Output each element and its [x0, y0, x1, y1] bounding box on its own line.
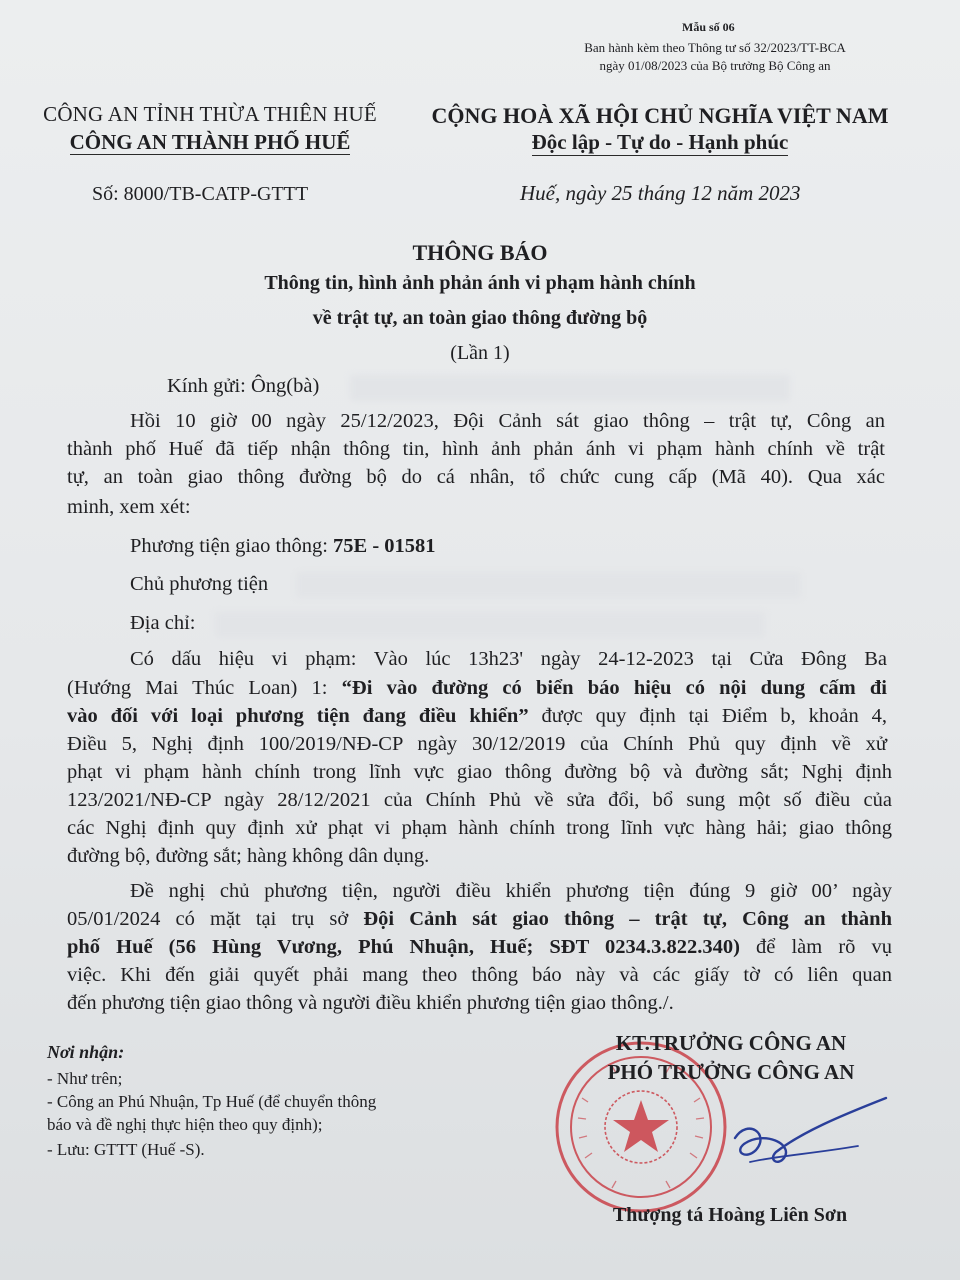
paragraph-1-line-3: tự, an toàn giao thông đường bộ do cá nhân, tổ chức cung cấp (Mã 40). Qua xác: [67, 466, 885, 488]
violation-line-8: đường bộ, đường sắt; hàng không dân dụng.: [67, 845, 430, 867]
paragraph-1-line-1: Hồi 10 giờ 00 ngày 25/12/2023, Đội Cảnh sát giao thông – trật tự, Công an: [130, 410, 885, 432]
violation-line-3: [67, 705, 887, 728]
recipients-heading: Nơi nhận:: [47, 1042, 125, 1062]
violation-location: (Hướng Mai Thúc Loan) 1:: [67, 677, 342, 699]
redacted-recipient-name: [350, 375, 790, 401]
violation-description-part-1: “Đi vào đường có biển báo hiệu có nội dung cấm đi: [341, 677, 888, 699]
violation-description-part-2: vào đối với loại phương tiện đang điều khiển”: [67, 705, 529, 727]
request-line-2: [67, 908, 892, 931]
request-line-1: Đề nghị chủ phương tiện, người điều khiển phương tiện đúng 9 giờ 00’ ngày: [130, 880, 892, 902]
nation-title: CỘNG HOÀ XÃ HỘI CHỦ NGHĨA VIỆT NAM: [431, 103, 889, 128]
request-date: 05/01/2024 có mặt tại trụ sở: [67, 908, 364, 930]
document-number: Số: 8000/TB-CATP-GTTT: [92, 183, 309, 205]
form-number: Mẫu số 06: [682, 20, 735, 34]
vehicle-label: Phương tiện giao thông:: [130, 535, 334, 557]
issuing-org-line-2: [20, 130, 400, 155]
recipient-line-3: báo và đề nghị thực hiện theo quy định);: [47, 1115, 323, 1134]
violation-line-4: Điều 5, Nghị định 100/2019/NĐ-CP ngày 30/12/2019 của Chính Phủ quy định về xử: [67, 733, 887, 755]
nation-motto-text: Độc lập - Tự do - Hạnh phúc: [531, 130, 789, 154]
request-office: Đội Cảnh sát giao thông – trật tự, Công an thành: [363, 908, 892, 930]
form-issued-line-1: Ban hành kèm theo Thông tư số 32/2023/TT-BCA: [584, 40, 846, 55]
violation-line-7: các Nghị định quy định xử phạt vi phạm hành chính trong lĩnh vực hàng hải; giao thông: [67, 817, 892, 839]
signature-title-line-2: PHÓ TRƯỞNG CÔNG AN: [607, 1060, 855, 1084]
request-address: phố Huế (56 Hùng Vương, Phú Nhuận, Huế; SĐT 0234.3.822.340): [67, 936, 740, 958]
signature-title-line-1: KT.TRƯỞNG CÔNG AN: [615, 1031, 847, 1055]
document-subtitle-1: Thông tin, hình ảnh phản ánh vi phạm hành chính: [264, 272, 696, 294]
violation-line-5: phạt vi phạm hành chính trong lĩnh vực giao thông đường bộ và đường sắt; Nghị định: [67, 761, 892, 783]
vehicle-line: [130, 535, 436, 558]
nation-motto: [410, 130, 910, 155]
place-date: Huế, ngày 25 tháng 12 năm 2023: [520, 181, 801, 205]
recipient-line-2: - Công an Phú Nhuận, Tp Huế (để chuyển thông: [47, 1092, 377, 1111]
issuing-org-name: CÔNG AN THÀNH PHỐ HUẾ: [69, 130, 351, 154]
document-subtitle-2: về trật tự, an toàn giao thông đường bộ: [312, 307, 648, 329]
attempt-number: (Lần 1): [450, 342, 510, 364]
violation-line-2: [67, 677, 887, 700]
address-label: Địa chỉ:: [130, 612, 196, 634]
issuing-org-line-1: CÔNG AN TỈNH THỪA THIÊN HUẾ: [43, 102, 377, 126]
request-line-4: việc. Khi đến giải quyết phải mang theo thông báo này và các giấy tờ có liên quan: [67, 964, 892, 986]
document-title: THÔNG BÁO: [412, 240, 548, 265]
vehicle-plate: 75E - 01581: [333, 535, 436, 557]
recipient-line-1: - Như trên;: [47, 1069, 123, 1088]
signer-name: Thượng tá Hoàng Liên Sơn: [612, 1204, 848, 1226]
recipient-line-4: - Lưu: GTTT (Huế -S).: [47, 1140, 205, 1159]
violation-line-1: Có dấu hiệu vi phạm: Vào lúc 13h23' ngày 24-12-2023 tại Cửa Đông Ba: [130, 648, 887, 670]
request-line-3: [67, 936, 892, 959]
request-line-5: đến phương tiện giao thông và người điều khiển phương tiện giao thông./.: [67, 992, 674, 1014]
owner-label: Chủ phương tiện: [130, 573, 269, 595]
form-issued-line-2: ngày 01/08/2023 của Bộ trưởng Bộ Công an: [599, 58, 831, 73]
greeting: Kính gửi: Ông(bà): [167, 375, 320, 397]
paragraph-1-line-2: thành phố Huế đã tiếp nhận thông tin, hình ảnh phản ánh vi phạm hành chính về trật: [67, 438, 885, 460]
handwritten-signature: [690, 1080, 930, 1200]
paragraph-1-line-4: minh, xem xét:: [67, 496, 191, 518]
violation-legal-basis: được quy định tại Điểm b, khoản 4,: [528, 705, 887, 727]
violation-line-6: 123/2021/NĐ-CP ngày 28/12/2021 của Chính Phủ về sửa đổi, bổ sung một số điều của: [67, 789, 892, 811]
redacted-owner-name: [296, 572, 801, 598]
redacted-address: [215, 612, 765, 638]
request-purpose: để làm rõ vụ: [739, 936, 892, 958]
